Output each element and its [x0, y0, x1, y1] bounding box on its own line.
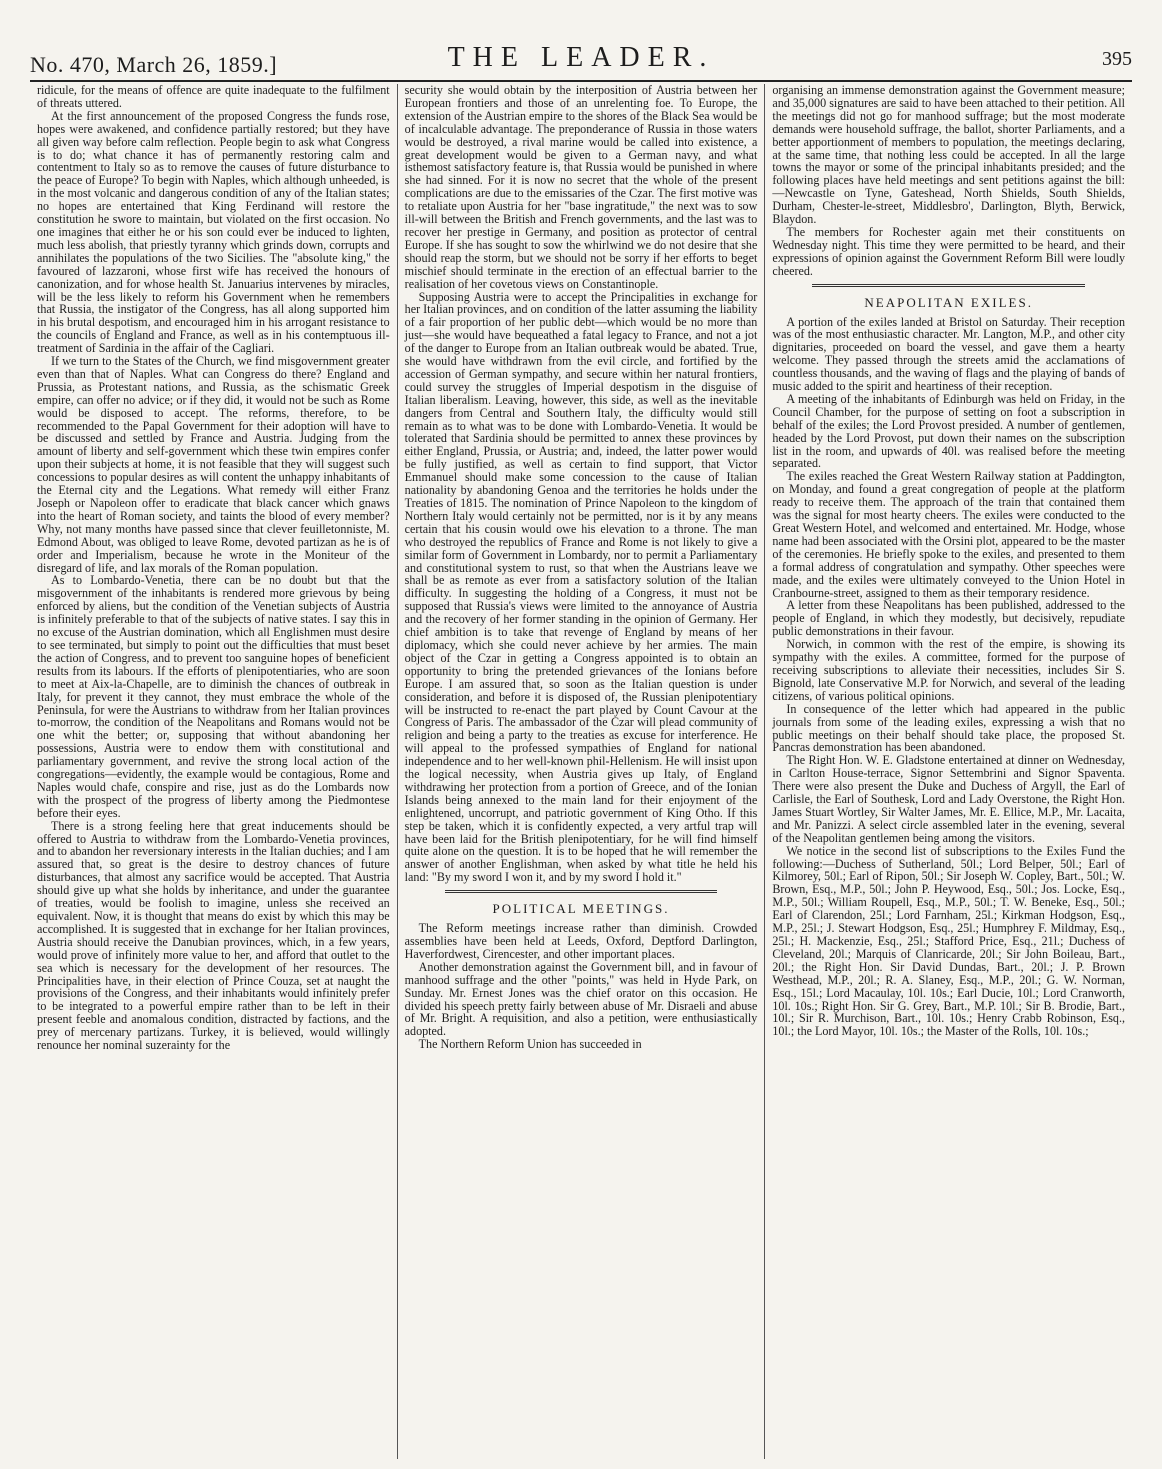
section-heading-political-meetings: POLITICAL MEETINGS. — [492, 901, 670, 917]
paragraph: security she would obtain by the interposition of Austria between her European frontiers and those of an unrelenting foe. To Europe, the extension of the Austrian empire to the shores of the Black Sea would be of incalculable advantage. The preponderance of Russia in those waters would be destroyed, a rival marine would be called into existence, a great development would be given to a German navy, and what isthemost satisfactory feature is, that Russia would be punished in where she had sinned. For it is now no secret that the whole of the present complications are due to the emissaries of the Czar. The first motive was to retaliate upon Austria for her "base ingratitude," the next was to sow ill-will between the British and French governments, and the last was to recover her prestige in Germany, and position as protector of central Europe. If she has sought to sow the whirlwind we do not desire that she should reap the storm, but we should not be sorry if her efforts to beget mischief should terminate in the erection of an effectual barrier to the realisation of her covetous views on Constantinople. — [404, 84, 758, 291]
paragraph: The members for Rochester again met their constituents on Wednesday night. This time they were permitted to be heard, and their expressions of opinion against the Government Reform Bill were loudly cheered. — [772, 224, 1126, 278]
paragraph: A letter from these Neapolitans has been published, addressed to the people of England, in which they modestly, but decisively, repudiate public demonstrations in their favour. — [772, 598, 1126, 639]
column-2 — [398, 84, 766, 1459]
paragraph: The Reform meetings increase rather than diminish. Crowded assemblies have been held at Leeds, Oxford, Deptford Darlington, Haverfordwest, Cirencester, and other important places. — [404, 921, 758, 961]
page-header — [30, 38, 1132, 82]
paragraph: If we turn to the States of the Church, we find misgovernment greater even than that of Naples. What can Congress do there? England and Prussia, as Protestant nations, and Russia, as the schismatic Greek empire, can offer no advice; or if they did, it would not be such as Rome would be disposed to accept. The reforms, therefore, to be recommended to the Papal Government for their adoption will have to be discussed and settled by France and Austria. Judging from the amount of liberty and self-government which these twin empires confer upon their subjects at home, it is not feasible that they will suggest such concessions to popular desires as will content the unhappy inhabitants of the Eternal city and the Legations. What remedy will either Franz Joseph or Napoleon offer to eradicate that black cancer which gnaws into the heart of Roman society, and taints the blood of every member? Why, not many months have passed since that clever feuilletonniste, M. Edmond About, was obliged to leave Rome, devoted partizan as he is of order and Imperialism, because he wrote in the Moniteur of the disregard of life, and lax morals of the Roman population. — [37, 354, 390, 575]
paragraph: Norwich, in common with the rest of the empire, is showing its sympathy with the exiles. A committee, formed for the purpose of receiving subscriptions to alleviate their necessities, includes Sir S. Bignold, late Conservative M.P. for Norwich, and several of the leading citizens, of various political opinions. — [772, 637, 1126, 703]
section-rule — [812, 284, 1085, 287]
page-number: 395 — [1102, 48, 1132, 70]
masthead: THE LEADER. — [447, 42, 715, 73]
paragraph: ridicule, for the means of offence are quite inadequate to the fulfilment of threats uttered. — [37, 84, 390, 110]
paragraph: The Northern Reform Union has succeeded in — [418, 1037, 642, 1052]
section-rule — [445, 890, 718, 893]
column-1 — [30, 84, 398, 1459]
paragraph: Another demonstration against the Government bill, and in favour of manhood suffrage and the other "points," was held in Hyde Park, on Sunday. Mr. Ernest Jones was the chief orator on this occasion. He divided his speech pretty fairly between abuse of Mr. Disraeli and abuse of Mr. Bright. A requisition, and also a petition, were enthusiastically adopted. — [404, 959, 758, 1039]
issue-date: No. 470, March 26, 1859.] — [30, 52, 278, 77]
paragraph: In consequence of the letter which had appeared in the public journals from some of the leading exiles, expressing a wish that no public meetings on their behalf should take place, the proposed St. Pancras demonstration has been abandoned. — [772, 701, 1126, 755]
paragraph: The exiles reached the Great Western Railway station at Paddington, on Monday, and found a great congregation of people at the platform ready to receive them. The approach of the train that contained them was the signal for most hearty cheers. The exiles were conducted to the Great Western Hotel, and welcomed and entertained. Mr. Hodge, whose name had been associated with the Orsini plot, appeared to be the master of the ceremonies. He briefly spoke to the exiles, and presented to them a formal address of congratulation and sympathy. Other speeches were made, and the exiles were ultimately conveyed to the Union Hotel in Cranbourne-street, assigned to them as their temporary residence. — [772, 469, 1126, 600]
header-rule — [30, 80, 1132, 82]
section-heading-neapolitan-exiles: NEAPOLITAN EXILES. — [864, 294, 1033, 310]
paragraph: There is a strong feeling here that great inducements should be offered to Austria to withdraw from the Lombardo-Venetia provinces, and to abandon her reversionary interests in the Italian duchies; and I am assured that, so great is the desire to destroy chances of future disturbances, that almost any sacrifice would be accepted. That Austria should give up what she holds by inheritance, and under the guarantee of treaties, would be foolish to imagine, unless she received an equivalent. Now, it is thought that means do exist by which this may be accomplished. It is suggested that in exchange for her Italian provinces, Austria should receive the Danubian provinces, which, in a few years, would prove of infinitely more value to her, and afford that outlet to the sea which is necessary for the development of her resources. The Principalities have, in their election of Prince Couza, set at naught the provisions of the Congress, and their inhabitants would infinitely prefer to be integrated to a powerful empire rather than to be left in their present feeble and anomalous condition, distracted by factions, and the prey of mercenary partizans. Turkey, it is believed, would willingly renounce her nominal suzerainty for the — [37, 818, 390, 1053]
paragraph: The Right Hon. W. E. Gladstone entertained at dinner on Wednesday, in Carlton House-terrace, Signor Settembrini and Signor Spaventa. There were also present the Duke and Duchess of Argyll, the Earl of Carlisle, the Earl of Southesk, Lord and Lady Overstone, the Right Hon. James Stuart Wortley, Sir Walter James, Mr. E. Ellice, M.P., Mr. Lacaita, and Mr. Panizzi. A select circle assembled later in the evening, several of the Neapolitan gentlemen being among the visitors. — [772, 753, 1126, 845]
paragraph: Supposing Austria were to accept the Principalities in exchange for her Italian provinces, and on condition of the latter assuming the liability of a fair proportion of her public debt—which would be no more than just—she would have bequeathed a fatal legacy to France, and not a jot of the danger to Europe from an Italian outbreak would be abated. True, she would have withdrawn from the evil circle, and fortified by the accession of German sympathy, and secure within her natural frontiers, could survey the struggles of Imperial despotism in the disguise of Italian liberalism. Leaving, however, this side, as well as the inevitable dangers from Central and Southern Italy, the difficulty would still remain as to what was to be done with Lombardo-Venetia. It would be tolerated that Sardinia should be permitted to annex these provinces by either England, Prussia, or Austria; and, indeed, the latter power would be fully justified, as well as certain to find support, that Victor Emmanuel should make some concession to the cause of Italian nationality by abandoning Genoa and the territories he holds under the Treaties of 1815. The nomination of Prince Napoleon to the kingdom of Northern Italy would certainly not be permitted, nor is it by any means certain that his cousin would owe his elevation to a throne. The man who destroyed the republics of France and Rome is not likely to give a similar form of Government in Lombardy, nor to permit a Parliamentary and constitutional system to rust, so that when the Austrians leave we shall be as remote as ever from a satisfactory solution of the Italian difficulty. In suggesting the holding of a Congress, it must not be supposed that Russia's views were limited to the annoyance of Austria and the recovery of her former standing in the opinion of Germany. Her chief ambition is to take that revenge of England by means of her diplomacy, which she could never achieve by her armies. The main object of the Czar in getting a Congress appointed is to obtain an opportunity to bring the pretended grievances of the Ionians before Europe. I am assured that, so soon as the Italian question is under consideration, and before it is disposed of, the Russian plenipotentiary will be instructed to re-enact the part played by Count Cavour at the Congress of Paris. The ambassador of the Czar will plead community of religion and being a party to the treaties as excuse for interference. He will appeal to the professed sympathies of England for national independence and to her well-known phil-Hellenism. He will insist upon the logical necessity, when Austria gives up Italy, of England withdrawing her protection from a portion of Greece, and of the Ionian Islands being annexed to the main land for their enjoyment of the enlightened, uncorrupt, and patriotic government of King Otho. If this step be taken, which it is confidently expected, a very artful trap will have been laid for the British plenipotentiary, for he will find himself quite alone on the question. It is to be hoped that he will remember the answer of another Englishman, when asked by what title he held his land: "By my sword I won it, and by my sword I hold it." — [404, 289, 758, 885]
paragraph: At the first announcement of the proposed Congress the funds rose, hopes were awakened, and confidence partially restored; but they have all given way before calm reflection. People begin to ask what Congress is to do; what chance it has of permanently restoring calm and contentment to Italy so as to remove the causes of future disturbance to the peace of Europe? To begin with Naples, which although unheeded, is in the most volcanic and dangerous condition of any of the Italian states; no hopes are entertained that King Ferdinand will restore the constitution he swore to maintain, but violated on the first occasion. No one imagines that either he or his son could ever be induced to lighten, much less abolish, that priestly tyranny which grinds down, corrupts and annihilates the populations of the two Sicilies. The "absolute king," the favoured of lazzaroni, whose first wife has received the honours of canonization, and for whose health St. Januarius intervenes by miracles, will be the less likely to reform his Government when he remembers that Russia, the instigator of the Congress, has all along supported him in his brutal despotism, and encouraged him in his arrogant resistance to the councils of England and France, as well as in his contemptuous ill-treatment of Sardinia in the affair of the Cagliari. — [37, 108, 390, 356]
paragraph: We notice in the second list of subscriptions to the Exiles Fund the following:—Duchess of Sutherland, 50l.; Lord Belper, 50l.; Earl of Kilmorey, 50l.; Earl of Ripon, 50l.; Sir Joseph W. Copley, Bart., 50l.; W. Brown, Esq., M.P., 50l.; John P. Heywood, Esq., 50l.; Jos. Locke, Esq., M.P., 50l.; William Roupell, Esq., M.P., 50l.; T. W. Beneke, Esq., 50l.; Earl of Clarendon, 25l.; Lord Farnham, 25l.; Kirkman Hodgson, Esq., M.P., 25l.; J. Stewart Hodgson, Esq., 25l.; Humphrey F. Mildmay, Esq., 25l.; H. Mackenzie, Esq., 25l.; Stafford Price, Esq., 21l.; Duchess of Cleveland, 20l.; Marquis of Clanricarde, 20l.; Sir John Boileau, Bart., 20l.; the Right Hon. Sir David Dundas, Bart., 20l.; J. P. Brown Westhead, M.P., 20l.; R. A. Slaney, Esq., M.P., 20l.; G. W. Norman, Esq., 15l.; Lord Macaulay, 10l. 10s.; Earl Ducie, 10l.; Lord Cranworth, 10l. 10s.; Right Hon. Sir G. Grey, Bart., M.P. 10l.; Sir B. Brodie, Bart., 10l.; Sir R. Murchison, Bart., 10l. 10s.; Henry Crabb Robinson, Esq., 10l.; the Lord Mayor, 10l. 10s.; the Master of the Rolls, 10l. 10s.; — [772, 843, 1126, 1039]
columns — [30, 84, 1132, 1459]
paragraph: organising an immense demonstration against the Government measure; and 35,000 signatures are said to have been attached to their petition. All the meetings did not go for manhood suffrage; but the most moderate demands were household suffrage, the ballot, shorter Parliaments, and a better apportionment of members to population, the meetings declaring, at the same time, that nothing less could be accepted. In all the large towns the mayor or some of the principal inhabitants presided; and the following places have held meetings and sent petitions against the bill:—Newcastle on Tyne, Gateshead, North Shields, South Shields, Durham, Chester-le-street, Middlesbro', Darlington, Blyth, Berwick, Blaydon. — [772, 84, 1126, 227]
column-3 — [765, 84, 1132, 1459]
paragraph: As to Lombardo-Venetia, there can be no doubt but that the misgovernment of the inhabitants is rendered more grievous by being enforced by aliens, but the condition of the Venetian subjects of Austria is infinitely preferable to that of the subjects of native states. I say this in no excuse of the Austrian domination, which all Englishmen must desire to see terminated, but simply to point out the difficulties that must beset the action of Congress, and to prevent too sanguine hopes of beneficient results from its labours. If the efforts of plenipotentiaries, who are soon to meet at Aix-la-Chapelle, are to diminish the chances of outbreak in Italy, for prevent it they cannot, they must embrace the whole of the Peninsula, for were the Austrians to withdraw from her Italian provinces to-morrow, the condition of the Neapolitans and Romans would not be one whit the better; or, supposing that without abandoning her possessions, Austria were to endow them with constitutional and parliamentary government, and revive the strong local action of the congregations—evidently, the example would be contagious, Rome and Naples would chafe, conspire and rise, just as do the Lombards now with the prospect of the progress of liberty among the Piedmontese before their eyes. — [37, 573, 390, 820]
paragraph: A portion of the exiles landed at Bristol on Saturday. Their reception was of the most enthusiastic character. Mr. Langton, M.P., and other city dignitaries, proceeded on board the vessel, and gave them a hearty welcome. They passed through the streets amid the acclamations of countless thousands, and the waving of flags and the playing of bands of music added to the spirit and heartiness of their reception. — [772, 314, 1126, 394]
paragraph: A meeting of the inhabitants of Edinburgh was held on Friday, in the Council Chamber, for the purpose of setting on foot a subscription in behalf of the exiles; the Lord Provost presided. A number of gentlemen, headed by the Lord Provost, put down their names on the subscription list in the room, and upwards of 40l. was realised before the meeting separated. — [772, 391, 1126, 471]
